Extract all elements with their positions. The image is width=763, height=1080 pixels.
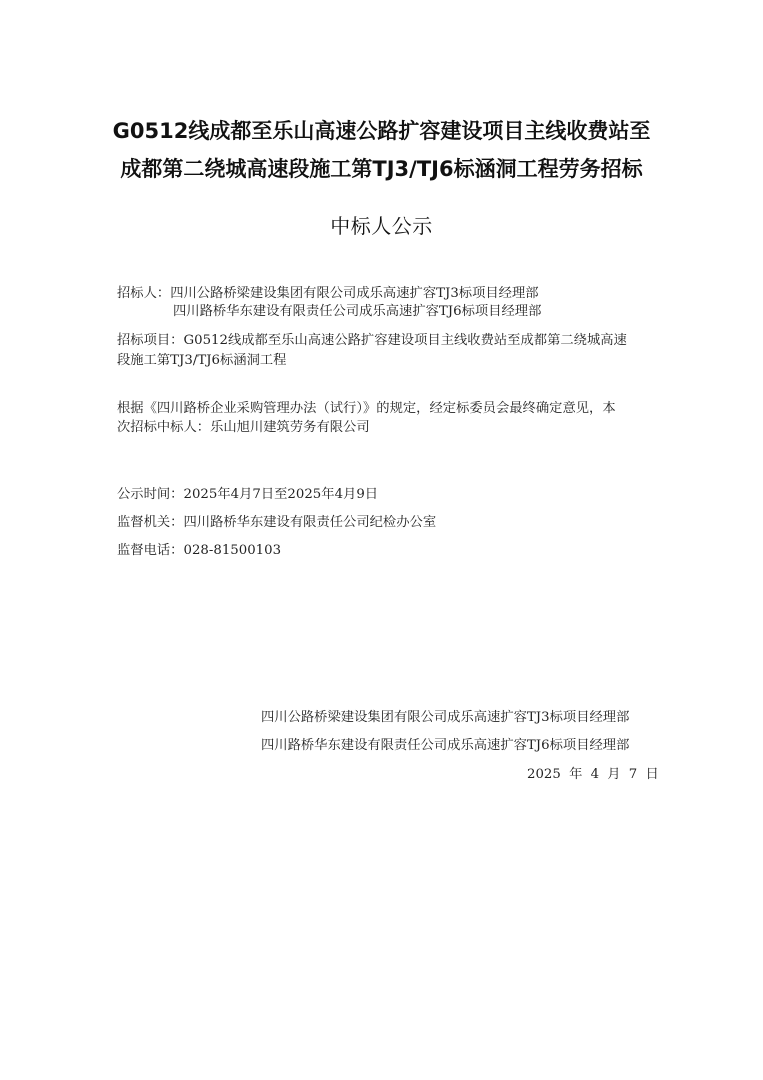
project-row-2 — [117, 352, 286, 370]
basis-line-2: 次招标中标人：乐山旭川建筑劳务有限公司 — [117, 420, 370, 435]
publicity-period-value: 2025年4月7日至2025年4月9日 — [183, 487, 379, 502]
project-name-1: G0512线成都至乐山高速公路扩容建设项目主线收费站至成都第二绕城高速 — [183, 333, 627, 348]
publicity-period-row — [117, 486, 378, 504]
signature-line-2: 四川路桥华东建设有限责任公司成乐高速扩容TJ6标项目经理部 — [261, 738, 630, 753]
supervisor-phone-value: 028-81500103 — [183, 543, 282, 558]
project-label: 招标项目： — [117, 333, 184, 348]
document-subtitle: 中标人公示 — [330, 214, 433, 238]
tenderer-row-2 — [173, 303, 541, 321]
tenderer-name-2: 四川路桥华东建设有限责任公司成乐高速扩容TJ6标项目经理部 — [173, 304, 542, 319]
project-row-1 — [117, 332, 627, 350]
tenderer-name-1: 四川公路桥梁建设集团有限公司成乐高速扩容TJ3标项目经理部 — [170, 286, 539, 301]
supervisor-row — [117, 514, 436, 532]
tenderer-label: 招标人： — [117, 286, 171, 301]
project-name-2: 段施工第TJ3/TJ6标涵洞工程 — [117, 353, 287, 368]
signature-date: 2025 年 4 月 7 日 — [527, 767, 659, 782]
document-title-line-2: 成都第二绕城高速段施工第TJ3/TJ6标涵洞工程劳务招标 — [120, 157, 643, 181]
supervisor-value: 四川路桥华东建设有限责任公司纪检办公室 — [183, 515, 437, 530]
supervisor-phone-row — [117, 542, 281, 560]
basis-line-1: 根据《四川路桥企业采购管理办法（试行）》的规定，经定标委员会最终确定意见，本 — [117, 401, 616, 416]
publicity-period-label: 公示时间： — [117, 487, 184, 502]
supervisor-label: 监督机关： — [117, 515, 184, 530]
supervisor-phone-label: 监督电话： — [117, 543, 184, 558]
document-title-line-1: G0512线成都至乐山高速公路扩容建设项目主线收费站至 — [112, 119, 651, 143]
signature-line-1: 四川公路桥梁建设集团有限公司成乐高速扩容TJ3标项目经理部 — [261, 710, 630, 725]
tenderer-row-1 — [117, 285, 539, 303]
